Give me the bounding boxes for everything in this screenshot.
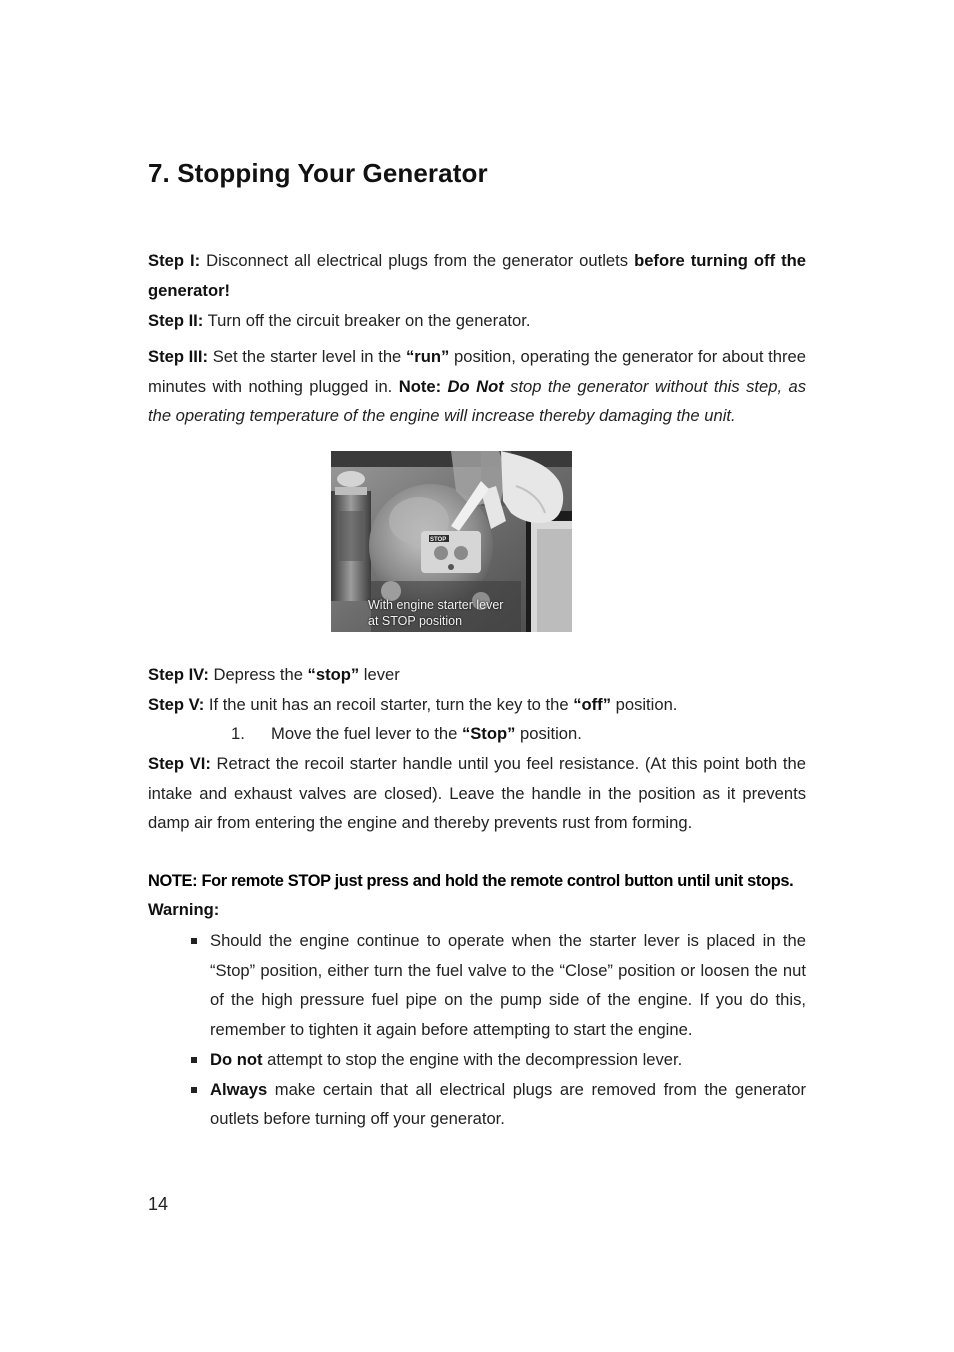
step-3-text-2: position, operating the generator for about three minutes with nothing plugged in.: [148, 347, 806, 396]
step-4: [148, 660, 806, 690]
step-5-text-1: If the unit has an recoil starter, turn the key to the: [204, 695, 574, 714]
item-number: 1.: [231, 724, 245, 743]
step-6-label: Step VI:: [148, 754, 211, 773]
step-3-do-not: Do Not: [447, 376, 504, 396]
warning-item-3-text: make certain that all electrical plugs are removed from the generator outlets before turning off your generator.: [210, 1079, 806, 1129]
step-3-note-label: Note:: [398, 376, 442, 396]
item-1-text-2: position.: [515, 724, 582, 743]
step-4-stop: “stop”: [307, 665, 360, 684]
generator-photo: [331, 451, 572, 632]
step-5-text-2: position.: [611, 695, 678, 714]
warning-item-3-bold: Always: [210, 1079, 268, 1099]
step-3-label: Step III:: [148, 347, 209, 366]
step-4-text-2: lever: [359, 665, 400, 684]
step-3: [148, 342, 806, 431]
warning-item-2-bold: Do not: [210, 1049, 263, 1069]
step-1-label: Step I:: [148, 251, 201, 270]
warning-item-1: [186, 926, 806, 1045]
photo-caption: [368, 597, 503, 629]
step-1: [148, 246, 806, 305]
step-5-off: “off”: [573, 695, 611, 714]
bullet-square-icon: [191, 938, 197, 944]
warning-item-2-text: attempt to stop the engine with the decompression lever.: [262, 1049, 683, 1069]
step-2-text: Turn off the circuit breaker on the generator.: [203, 311, 531, 330]
photo-caption-line-1: With engine starter lever: [368, 598, 504, 612]
step-5-label: Step V:: [148, 695, 205, 714]
step-1-text: Disconnect all electrical plugs from the generator outlets: [200, 251, 635, 270]
warning-heading: Warning:: [148, 900, 220, 919]
step-2: [148, 306, 806, 336]
item-1-text-1: Move the fuel lever to the: [271, 724, 462, 743]
step-4-label: Step IV:: [148, 665, 209, 684]
step-6: [148, 749, 806, 838]
warning-item-2: [186, 1045, 806, 1075]
section-title: 7. Stopping Your Generator: [148, 158, 488, 188]
warning-list: [186, 926, 806, 1134]
remote-stop-note: NOTE: For remote STOP just press and hold the remote control button until unit stops.: [148, 872, 794, 890]
step-3-run: “run”: [405, 347, 450, 366]
step-2-label: Step II:: [148, 311, 204, 330]
step-3-text-1: Set the starter level in the: [208, 347, 406, 366]
step-1-bold: before turning off the generator!: [148, 251, 806, 300]
bullet-square-icon: [191, 1087, 197, 1093]
step-4-text-1: Depress the: [208, 665, 308, 684]
warning-item-3: [186, 1075, 806, 1134]
step-6-text: Retract the recoil starter handle until you feel resistance. (At this point both the intake and exhaust valves are closed). Leave the handle in the position as it prevents damp air from entering the engine and thereby prevents rust from forming.: [148, 754, 806, 833]
page-number: 14: [148, 1194, 169, 1214]
item-1-stop: “Stop”: [461, 724, 516, 743]
numbered-item-1: [231, 722, 582, 746]
step-5: [148, 690, 806, 720]
step-3-italic: stop the generator without this step, as the operating temperature of the engine will increase thereby damaging the unit.: [148, 376, 806, 426]
stop-tag: STOP: [430, 537, 447, 543]
photo-caption-line-2: at STOP position: [368, 614, 463, 628]
warning-item-1-text: Should the engine continue to operate when the starter lever is placed in the “Stop” position, either turn the fuel valve to the “Close” position or loosen the nut of the high pressure fuel pipe on the pump side of the engine. If you do this, remember to tighten it again before attempting to start the engine.: [210, 931, 806, 1040]
bullet-square-icon: [191, 1057, 197, 1063]
